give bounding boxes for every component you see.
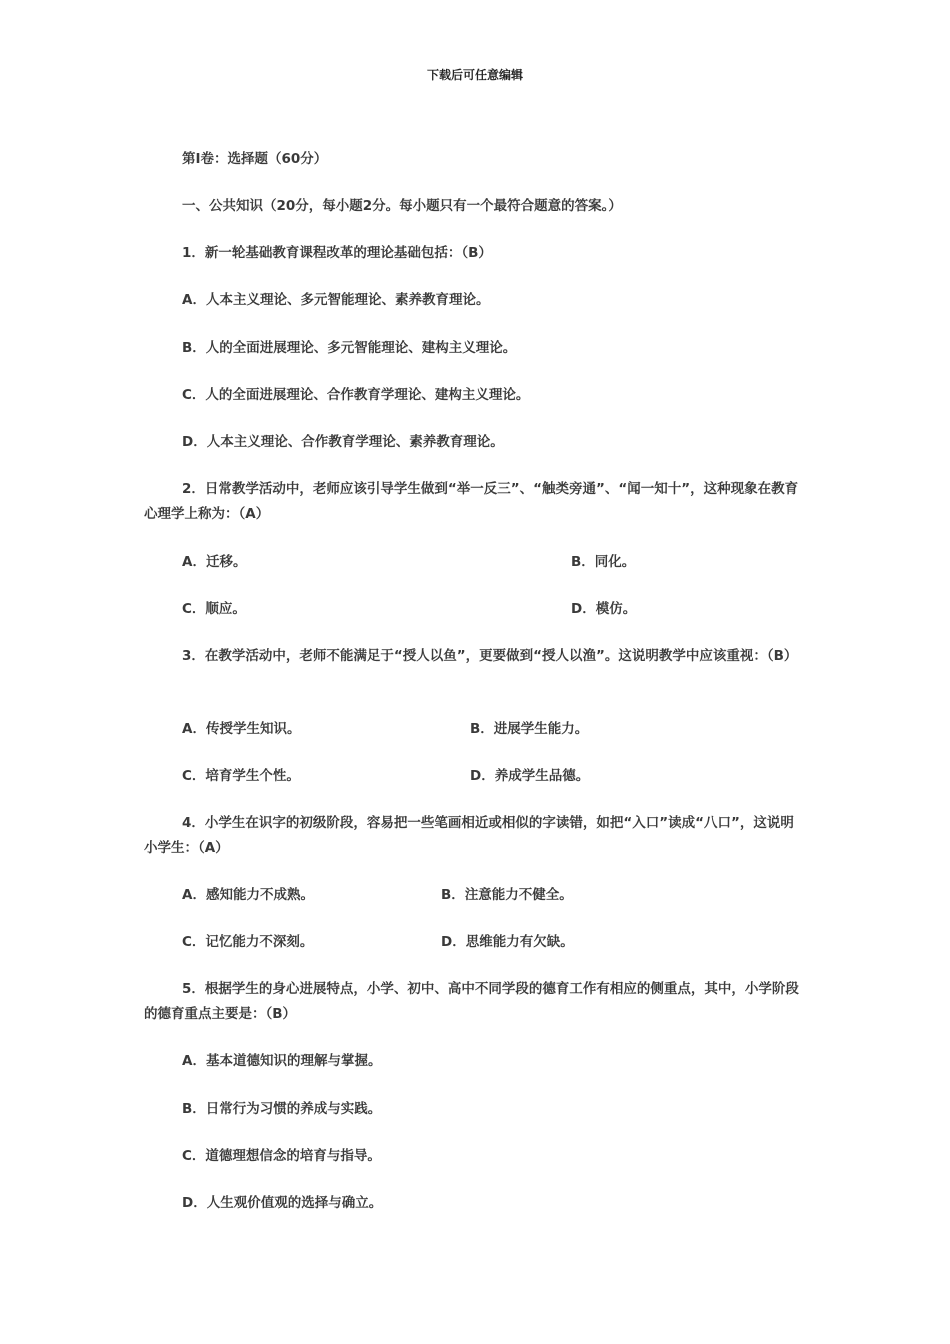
question-3-option-a: A．传授学生知识。 (182, 721, 301, 737)
question-1-option-a: A．人本主义理论、多元智能理论、素养教育理论。 (182, 292, 490, 308)
question-3-option-b: B．进展学生能力。 (470, 721, 589, 737)
question-4-stem: 4．小学生在识字的初级阶段，容易把一些笔画相近或相似的字读错，如把“入口”读成“八口”，这说明小学生：（A） (144, 815, 794, 856)
question-1-option-d: D．人本主义理论、合作教育学理论、素养教育理论。 (182, 434, 504, 450)
question-4-option-b: B．注意能力不健全。 (441, 887, 573, 903)
question-4-option-d: D．思维能力有欠缺。 (441, 934, 574, 950)
part-title: 一、公共知识（20分，每小题2分。每小题只有一个最符合题意的答案。） (182, 198, 622, 214)
question-5-option-a: A．基本道德知识的理解与掌握。 (182, 1053, 382, 1069)
question-1-stem: 1．新一轮基础教育课程改革的理论基础包括：（B） (182, 245, 492, 261)
section-title: 第Ⅰ卷：选择题（60分） (182, 151, 328, 167)
question-4-option-a: A．感知能力不成熟。 (182, 887, 314, 903)
question-2-option-c: C．顺应。 (182, 601, 246, 617)
question-2-option-b: B．同化。 (571, 554, 636, 570)
question-4-option-c: C．记忆能力不深刻。 (182, 934, 314, 950)
question-3-stem: 3．在教学活动中，老师不能满足于“授人以鱼”，更要做到“授人以渔”。这说明教学中应该重视：（B） (182, 648, 798, 664)
question-1-option-c: C．人的全面进展理论、合作教育学理论、建构主义理论。 (182, 387, 530, 403)
question-2-option-d: D．模仿。 (571, 601, 637, 617)
question-5-stem: 5．根据学生的身心进展特点，小学、初中、高中不同学段的德育工作有相应的侧重点，其中，小学阶段的德育重点主要是：（B） (144, 981, 799, 1022)
question-5-option-d: D．人生观价值观的选择与确立。 (182, 1195, 383, 1211)
question-1-option-b: B．人的全面进展理论、多元智能理论、建构主义理论。 (182, 340, 517, 356)
question-5-option-c: C．道德理想信念的培育与指导。 (182, 1148, 381, 1164)
document-header: 下载后可任意编辑 (426, 68, 523, 82)
question-2-stem: 2．日常教学活动中，老师应该引导学生做到“举一反三”、“触类旁通”、“闻一知十”，这种现象在教育心理学上称为：（A） (144, 481, 799, 522)
question-2-option-a: A．迁移。 (182, 554, 247, 570)
question-5-option-b: B．日常行为习惯的养成与实践。 (182, 1101, 382, 1117)
question-3-option-d: D．养成学生品德。 (470, 768, 590, 784)
question-3-option-c: C．培育学生个性。 (182, 768, 300, 784)
